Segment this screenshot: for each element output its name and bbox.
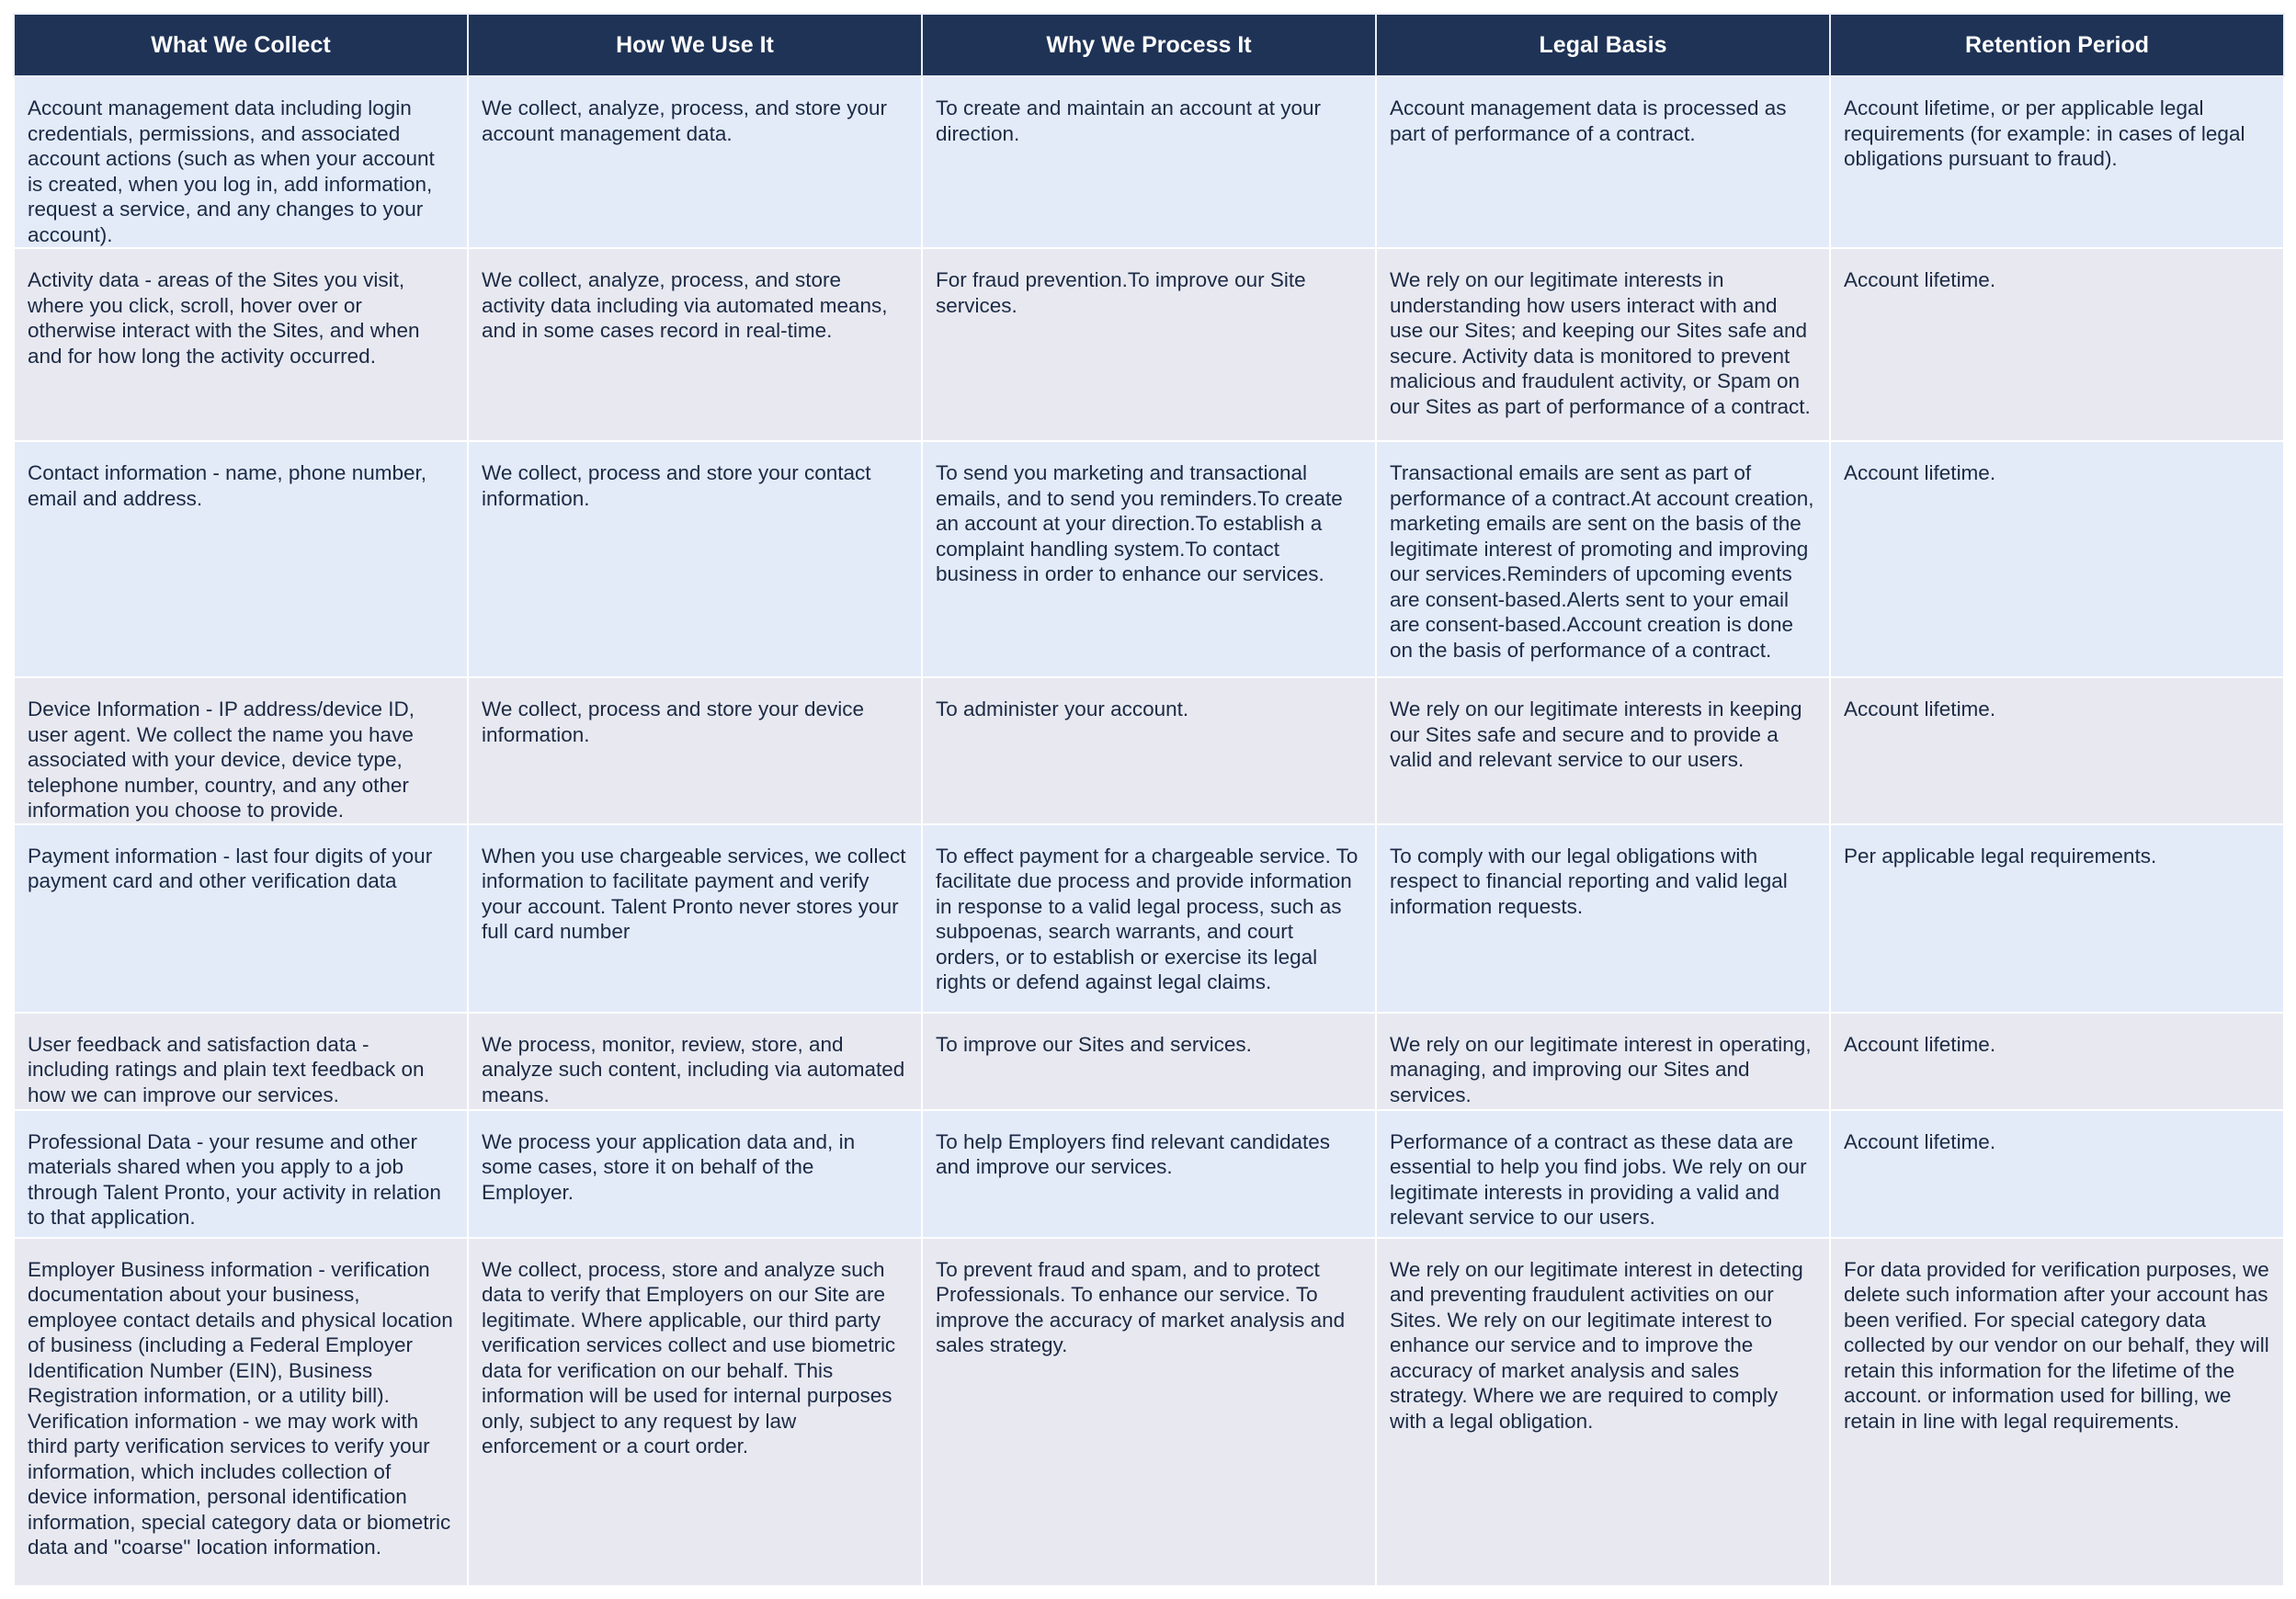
cell-retention-period: Account lifetime.: [1830, 1013, 2284, 1110]
table-row: [14, 248, 2284, 441]
cell-what-we-collect: User feedback and satisfaction data - including ratings and plain text feedback on how we can improve our services.: [14, 1013, 468, 1110]
privacy-data-table-container: [13, 13, 2283, 1587]
cell-legal-basis: To comply with our legal obligations with respect to financial reporting and valid legal information requests.: [1376, 824, 1830, 1013]
cell-why-we-process-it: To effect payment for a chargeable service. To facilitate due process and provide information in response to a valid legal process, such as subpoenas, search warrants, and court orders, or to establish or exercise its legal rights or defend against legal claims.: [922, 824, 1376, 1013]
cell-retention-period: Account lifetime.: [1830, 677, 2284, 824]
cell-how-we-use-it: We collect, process and store your device information.: [468, 677, 922, 824]
table-row: [14, 1110, 2284, 1238]
cell-why-we-process-it: To help Employers find relevant candidates and improve our services.: [922, 1110, 1376, 1238]
table-row: [14, 441, 2284, 677]
header-legal-basis: Legal Basis: [1376, 14, 1830, 76]
cell-legal-basis: Performance of a contract as these data are essential to help you find jobs. We rely on our legitimate interests in providing a valid and relevant service to our users.: [1376, 1110, 1830, 1238]
cell-retention-period: Account lifetime.: [1830, 441, 2284, 677]
header-how-we-use-it: How We Use It: [468, 14, 922, 76]
cell-how-we-use-it: We process, monitor, review, store, and analyze such content, including via automated means.: [468, 1013, 922, 1110]
cell-retention-period: For data provided for verification purposes, we delete such information after your account has been verified. For special category data collected by our vendor on our behalf, they will retain this information for the lifetime of the account. or information used for billing, we retain in line with legal requirements.: [1830, 1238, 2284, 1586]
header-retention-period: Retention Period: [1830, 14, 2284, 76]
table-row: [14, 824, 2284, 1013]
cell-what-we-collect: Contact information - name, phone number, email and address.: [14, 441, 468, 677]
table-row: [14, 677, 2284, 824]
cell-retention-period: Account lifetime.: [1830, 1110, 2284, 1238]
table-row: [14, 1238, 2284, 1586]
cell-what-we-collect: Professional Data - your resume and other materials shared when you apply to a job through Talent Pronto, your activity in relation to that application.: [14, 1110, 468, 1238]
cell-legal-basis: Transactional emails are sent as part of performance of a contract.At account creation, marketing emails are sent on the basis of the legitimate interest of promoting and improving our services.Reminders of upcoming events are consent-based.Alerts sent to your email are consent-based.Account creation is done on the basis of performance of a contract.: [1376, 441, 1830, 677]
cell-retention-period: Account lifetime.: [1830, 248, 2284, 441]
cell-how-we-use-it: We collect, analyze, process, and store activity data including via automated means, and in some cases record in real-time.: [468, 248, 922, 441]
cell-how-we-use-it: We collect, process, store and analyze such data to verify that Employers on our Site are legitimate. Where applicable, our third party verification services collect and use biometric data for verification on our behalf. This information will be used for internal purposes only, subject to any request by law enforcement or a court order.: [468, 1238, 922, 1586]
cell-what-we-collect: Device Information - IP address/device ID, user agent. We collect the name you have associated with your device, device type, telephone number, country, and any other information you choose to provide.: [14, 677, 468, 824]
cell-how-we-use-it: We process your application data and, in some cases, store it on behalf of the Employer.: [468, 1110, 922, 1238]
header-why-we-process-it: Why We Process It: [922, 14, 1376, 76]
cell-what-we-collect: Account management data including login credentials, permissions, and associated account actions (such as when your account is created, when you log in, add information, request a service, and any changes to your account).: [14, 76, 468, 248]
cell-why-we-process-it: For fraud prevention.To improve our Site services.: [922, 248, 1376, 441]
cell-retention-period: Account lifetime, or per applicable legal requirements (for example: in cases of legal obligations pursuant to fraud).: [1830, 76, 2284, 248]
cell-why-we-process-it: To create and maintain an account at your direction.: [922, 76, 1376, 248]
header-what-we-collect: What We Collect: [14, 14, 468, 76]
cell-why-we-process-it: To prevent fraud and spam, and to protect Professionals. To enhance our service. To improve the accuracy of market analysis and sales strategy.: [922, 1238, 1376, 1586]
cell-why-we-process-it: To send you marketing and transactional emails, and to send you reminders.To create an account at your direction.To establish a complaint handling system.To contact business in order to enhance our services.: [922, 441, 1376, 677]
cell-legal-basis: Account management data is processed as part of performance of a contract.: [1376, 76, 1830, 248]
cell-retention-period: Per applicable legal requirements.: [1830, 824, 2284, 1013]
cell-what-we-collect: Payment information - last four digits of your payment card and other verification data: [14, 824, 468, 1013]
cell-legal-basis: We rely on our legitimate interest in detecting and preventing fraudulent activities on our Sites. We rely on our legitimate interest to enhance our service and to improve the accuracy of market analysis and sales strategy. Where we are required to comply with a legal obligation.: [1376, 1238, 1830, 1586]
cell-legal-basis: We rely on our legitimate interests in understanding how users interact with and use our Sites; and keeping our Sites safe and secure. Activity data is monitored to prevent malicious and fraudulent activity, or Spam on our Sites as part of performance of a contract.: [1376, 248, 1830, 441]
cell-what-we-collect: Activity data - areas of the Sites you visit, where you click, scroll, hover over or otherwise interact with the Sites, and when and for how long the activity occurred.: [14, 248, 468, 441]
table-header-row: [14, 14, 2284, 76]
cell-how-we-use-it: When you use chargeable services, we collect information to facilitate payment and verify your account. Talent Pronto never stores your full card number: [468, 824, 922, 1013]
cell-why-we-process-it: To improve our Sites and services.: [922, 1013, 1376, 1110]
cell-how-we-use-it: We collect, analyze, process, and store your account management data.: [468, 76, 922, 248]
table-row: [14, 76, 2284, 248]
cell-how-we-use-it: We collect, process and store your contact information.: [468, 441, 922, 677]
cell-legal-basis: We rely on our legitimate interest in operating, managing, and improving our Sites and services.: [1376, 1013, 1830, 1110]
cell-why-we-process-it: To administer your account.: [922, 677, 1376, 824]
cell-legal-basis: We rely on our legitimate interests in keeping our Sites safe and secure and to provide a valid and relevant service to our users.: [1376, 677, 1830, 824]
privacy-data-table: [13, 13, 2285, 1587]
cell-what-we-collect: Employer Business information - verification documentation about your business, employee contact details and physical location of business (including a Federal Employer Identification Number (EIN), Business Registration information, or a utility bill). Verification information - we may work with third party verification services to verify your information, which includes collection of device information, personal identification information, special category data or biometric data and "coarse" location information.: [14, 1238, 468, 1586]
table-row: [14, 1013, 2284, 1110]
